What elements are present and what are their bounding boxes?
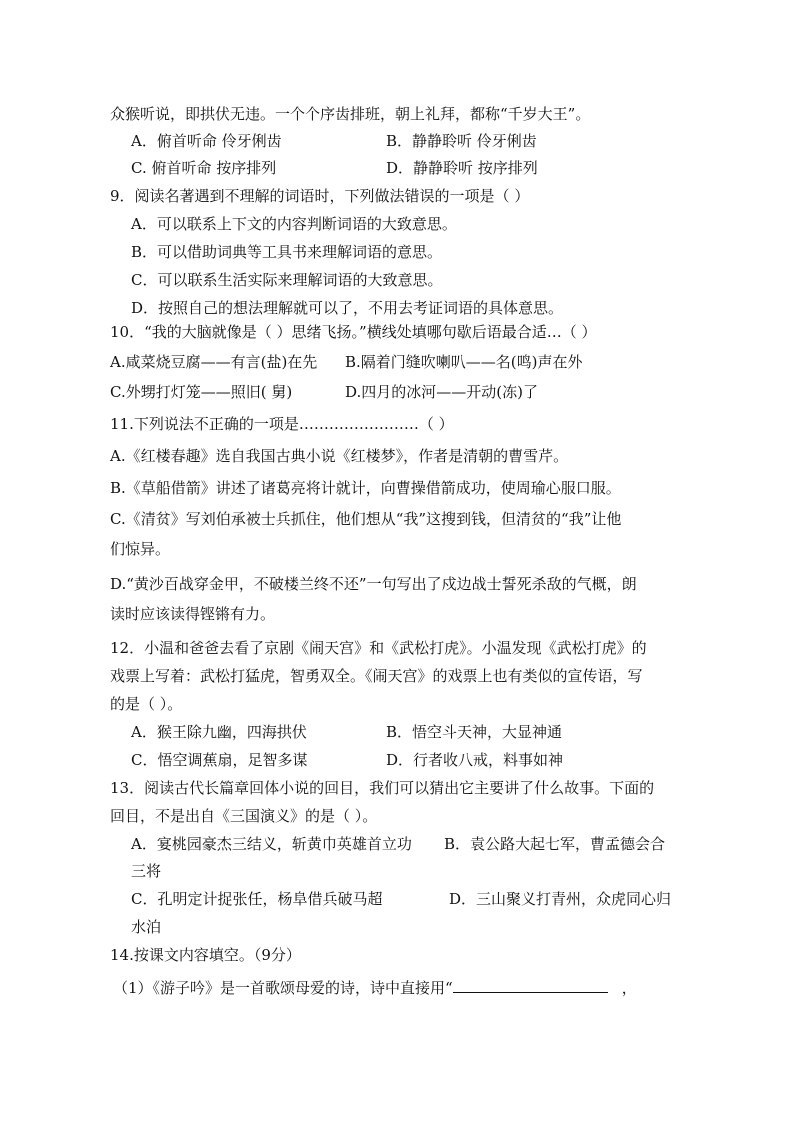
q8-option-c[interactable]: C. 俯首听命 按序排列 — [131, 159, 277, 177]
q9-option-a[interactable]: A．可以联系上下文的内容判断词语的大致意思。 — [131, 215, 457, 233]
q9-stem: 9．阅读名著遇到不理解的词语时，下列做法错误的一项是（ ） — [110, 187, 530, 205]
q11-option-c-line2: 们惊异。 — [110, 540, 171, 558]
q12-stem-line1: 12．小温和爸爸去看了京剧《闹天宫》和《武松打虎》。小温发现《武松打虎》的 — [110, 639, 647, 657]
q8-options-row1 — [131, 131, 731, 151]
q11-stem: 11.下列说法不正确的一项是……………………（ ） — [110, 415, 454, 433]
q13-stem-line1: 13．阅读古代长篇章回体小说的回目，我们可以猜出它主要讲了什么故事。下面的 — [110, 779, 655, 797]
q13-option-b[interactable]: B．袁公路大起七军，曹孟德会合 — [444, 835, 666, 853]
q13-options-row2 — [131, 889, 691, 909]
q8-options-row2 — [131, 158, 731, 178]
q10-option-d[interactable]: D.四月的冰河——开动(冻)了 — [345, 383, 538, 401]
q11-option-c-line1[interactable]: C.《清贫》写刘伯承被士兵抓住，他们想从“我”这搜到钱，但清贫的“我”让他 — [110, 510, 622, 528]
q14-stem: 14.按课文内容填空。（9分） — [110, 946, 301, 964]
q10-option-b[interactable]: B.隔着门缝吹喇叭——名(鸣)声在外 — [345, 353, 583, 371]
q11-option-d-line2: 读时应该读得铿锵有力。 — [110, 605, 276, 623]
q13-option-b-line2: 三将 — [131, 862, 162, 880]
q9-option-d[interactable]: D．按照自己的想法理解就可以了，不用去考证词语的具体意思。 — [131, 299, 564, 317]
q12-options-row2 — [131, 750, 731, 770]
q12-option-b[interactable]: B．悟空斗天神，大显神通 — [386, 723, 563, 741]
q8-option-a[interactable]: A．俯首听命 伶牙俐齿 — [131, 132, 282, 150]
q8-stem-tail: 众猴听说，即拱伏无违。一个个序齿排班，朝上礼拜，都称“千岁大王”。 — [110, 105, 591, 123]
q14-item1 — [113, 977, 693, 998]
q10-options-row1 — [110, 352, 710, 372]
q10-option-c[interactable]: C.外甥打灯笼——照旧( 舅) — [110, 383, 293, 401]
q10-option-a[interactable]: A.咸菜烧豆腐——有言(盐)在先 — [110, 353, 318, 371]
q13-options-row1 — [131, 834, 691, 854]
q12-option-c[interactable]: C．悟空调蕉扇，足智多谋 — [131, 751, 308, 769]
q8-option-d[interactable]: D．静静聆听 按序排列 — [386, 159, 538, 177]
q12-options-row1 — [131, 722, 731, 742]
q11-option-a[interactable]: A.《红楼春趣》选自我国古典小说《红楼梦》，作者是清朝的曹雪芹。 — [110, 447, 569, 465]
q14-item1-suffix: ， — [621, 979, 637, 997]
q9-option-b[interactable]: B．可以借助词典等工具书来理解词语的意思。 — [131, 243, 443, 261]
q14-item1-prefix: （1）《游子吟》是一首歌颂母爱的诗，诗中直接用“ — [113, 979, 453, 997]
q12-option-d[interactable]: D．行者收八戒，料事如神 — [386, 751, 564, 769]
q11-option-b[interactable]: B.《草船借箭》讲述了诸葛亮将计就计，向曹操借箭成功，使周瑜心服口服。 — [110, 479, 621, 497]
q12-stem-line2: 戏票上写着：武松打猛虎，智勇双全。《闹天宫》的戏票上也有类似的宣传语，写 — [110, 667, 643, 685]
q12-option-a[interactable]: A．猴王除九幽，四海拱伏 — [131, 723, 307, 741]
q13-option-a[interactable]: A．宴桃园豪杰三结义，斩黄巾英雄首立功 — [131, 835, 412, 853]
q8-option-b[interactable]: B．静静聆听 伶牙俐齿 — [386, 132, 537, 150]
q10-options-row2 — [110, 382, 710, 402]
q13-option-d[interactable]: D．三山聚义打青州，众虎同心归 — [449, 890, 672, 908]
q9-option-c[interactable]: C．可以联系生活实际来理解词语的大致意思。 — [131, 271, 443, 289]
q10-stem: 10．“我的大脑就像是（ ）思绪飞扬。”横线处填哪句歇后语最合适…（ ） — [110, 323, 597, 341]
q11-option-d-line1[interactable]: D.“黄沙百战穿金甲，不破楼兰终不还”一句写出了戍边战士誓死杀敌的气概，朗 — [110, 575, 637, 593]
q12-stem-line3: 的是（ ）。 — [110, 695, 183, 713]
q14-item1-blank[interactable] — [453, 977, 608, 993]
q13-stem-line2: 回目，不是出自《三国演义》的是（ ）。 — [110, 807, 378, 825]
q13-option-d-line2: 水泊 — [131, 918, 162, 936]
q13-option-c[interactable]: C．孔明定计捉张任，杨阜借兵破马超 — [131, 890, 383, 908]
